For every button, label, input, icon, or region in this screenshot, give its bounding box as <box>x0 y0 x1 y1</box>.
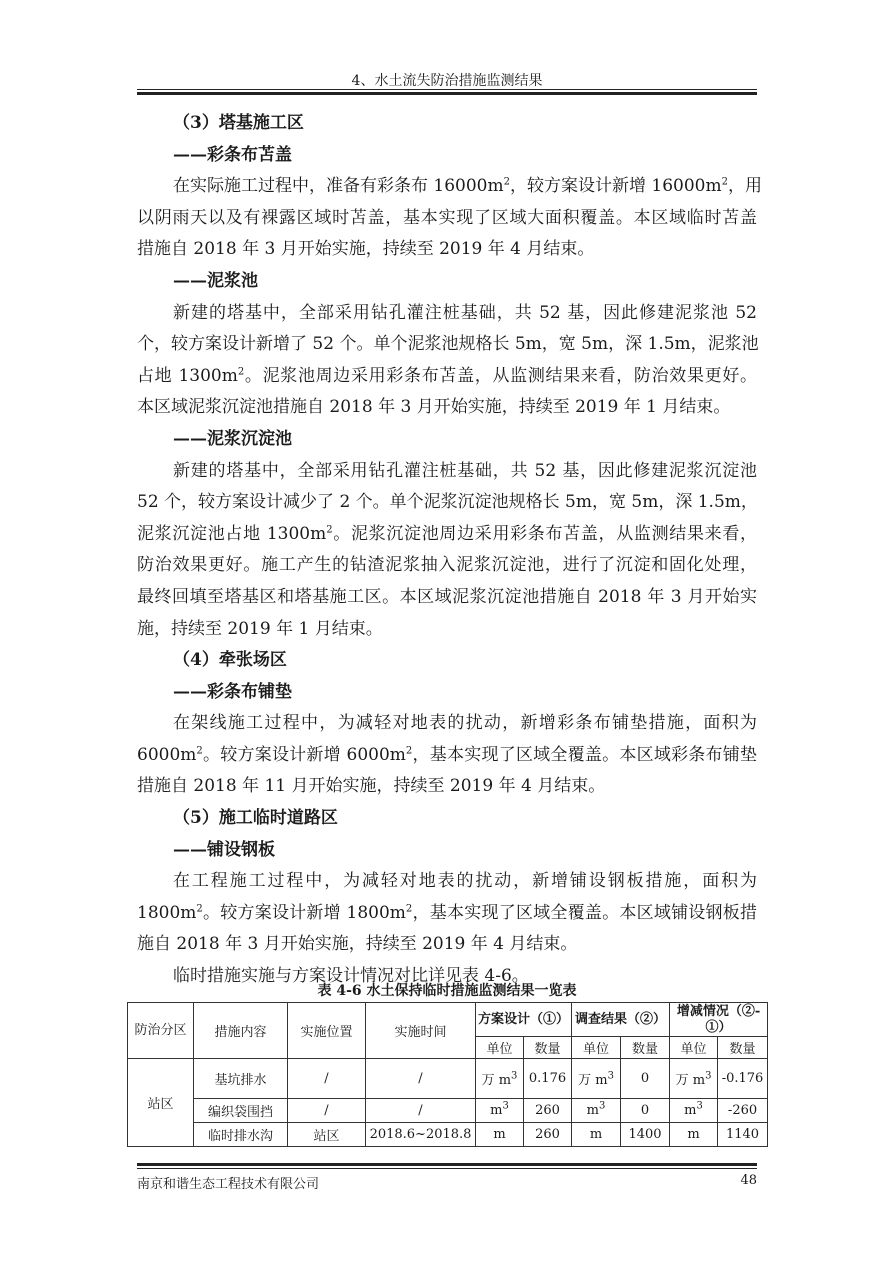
header-time: 实施时间 <box>366 1003 476 1059</box>
change-unit-cell: m <box>670 1123 718 1147</box>
paragraph-line: 新建的塔基中，全部采用钻孔灌注桩基础，共 52 基，因此修建泥浆沉淀池 <box>173 460 757 481</box>
monitoring-table <box>127 1002 768 1147</box>
paragraph-line: 在工程施工过程中，为减轻对地表的扰动，新增铺设钢板措施，面积为 <box>173 871 757 892</box>
header-qty: 数量 <box>524 1037 572 1059</box>
footer-rule-thick <box>137 1163 757 1166</box>
paragraph-line: 防治效果更好。施工产生的钻渣泥浆抽入泥浆沉淀池，进行了沉淀和固化处理， <box>137 555 757 576</box>
design-qty-cell: 260 <box>524 1123 572 1147</box>
subheading-chendian: ——泥浆沉淀池 <box>173 428 292 449</box>
header-unit: 单位 <box>476 1037 524 1059</box>
subheading-gangban: ——铺设钢板 <box>173 839 275 860</box>
paragraph-line: 泥浆沉淀池占地 $1300m^2$。泥浆沉淀池周边采用彩条布苫盖，从监测结果来看， <box>137 523 757 544</box>
section-heading-5: （5）施工临时道路区 <box>173 808 338 829</box>
measure-cell: 基坑排水 <box>194 1059 288 1099</box>
header-design: 方案设计（①） <box>476 1003 572 1037</box>
header-qty: 数量 <box>718 1037 768 1059</box>
measure-cell: 临时排水沟 <box>194 1123 288 1147</box>
change-qty-cell: -0.176 <box>718 1059 768 1099</box>
design-qty-cell: 260 <box>524 1099 572 1123</box>
design-unit-cell: 万 $m^3$ <box>476 1059 524 1099</box>
header-measure: 措施内容 <box>194 1003 288 1059</box>
survey-unit-cell: m <box>572 1123 621 1147</box>
paragraph-line: 个，较方案设计新增了 52 个。单个泥浆池规格长 5m，宽 5m，深 1.5m，泥浆池 <box>137 334 759 355</box>
paragraph-line: 措施自 2018 年 11 月开始实施，持续至 2019 年 4 月结束。 <box>137 776 606 797</box>
paragraph-line: 在实际施工过程中，准备有彩条布 $16000m^2$，较方案设计新增 $16000m^2$，用 <box>173 176 762 197</box>
subheading-pudian: ——彩条布铺垫 <box>173 681 292 702</box>
header-rule-thin <box>137 89 757 90</box>
change-qty-cell: 1140 <box>718 1123 768 1147</box>
header-location: 实施位置 <box>288 1003 366 1059</box>
paragraph-line: 以阴雨天以及有裸露区域时苫盖，基本实现了区域大面积覆盖。本区域临时苫盖 <box>137 207 757 228</box>
paragraph-line: 新建的塔基中，全部采用钻孔灌注桩基础，共 52 基，因此修建泥浆池 52 <box>173 302 757 323</box>
survey-unit-cell: 万 $m^3$ <box>572 1059 621 1099</box>
paragraph-line: 施自 2018 年 3 月开始实施，持续至 2019 年 4 月结束。 <box>137 934 578 955</box>
header-change: 增减情况（②-①） <box>670 1003 768 1037</box>
body-text <box>137 108 762 993</box>
paragraph-line: 施，持续至 2019 年 1 月结束。 <box>137 618 383 639</box>
footer-rule-thin <box>137 1168 757 1169</box>
change-qty-cell: -260 <box>718 1099 768 1123</box>
footer-company: 南京和谐生态工程技术有限公司 <box>137 1177 320 1192</box>
paragraph-line: 在架线施工过程中，为减轻对地表的扰动，新增彩条布铺垫措施，面积为 <box>173 713 757 734</box>
paragraph-line: 最终回填至塔基区和塔基施工区。本区域泥浆沉淀池措施自 2018 年 3 月开始实 <box>137 586 757 607</box>
change-unit-cell: $m^3$ <box>670 1099 718 1123</box>
paragraph-line: 本区域泥浆沉淀池措施自 2018 年 3 月开始实施，持续至 2019 年 1 月结束。 <box>137 397 731 418</box>
table-caption: 表 4-6 水土保持临时措施监测结果一览表 <box>317 983 577 999</box>
survey-qty-cell: 0 <box>621 1099 670 1123</box>
paragraph-line: $1800m^2$。较方案设计新增 $1800m^2$，基本实现了区域全覆盖。本区域铺设钢板措 <box>137 902 758 923</box>
paragraph-line: 措施自 2018 年 3 月开始实施，持续至 2019 年 4 月结束。 <box>137 239 595 260</box>
page-number: 48 <box>740 1173 757 1188</box>
time-cell: / <box>366 1099 476 1123</box>
table-reference-line: 临时措施实施与方案设计情况对比详见表 4-6。 <box>173 966 529 987</box>
location-cell: 站区 <box>288 1123 366 1147</box>
time-cell: / <box>366 1059 476 1099</box>
header-survey: 调查结果（②） <box>572 1003 670 1037</box>
design-unit-cell: $m^3$ <box>476 1099 524 1123</box>
running-header: 4、水土流失防治措施监测结果 <box>351 73 543 89</box>
zone-cell: 站区 <box>128 1059 194 1147</box>
table-row <box>128 1059 768 1099</box>
table-row <box>128 1123 768 1147</box>
section-heading-3: （3）塔基施工区 <box>173 113 304 133</box>
location-cell: / <box>288 1059 366 1099</box>
paragraph-line: 52 个，较方案设计减少了 2 个。单个泥浆沉淀池规格长 5m，宽 5m，深 1.5m， <box>137 492 758 513</box>
paragraph-line: $6000m^2$。较方案设计新增 $6000m^2$，基本实现了区域全覆盖。本区域彩条布铺垫 <box>137 744 758 765</box>
location-cell: / <box>288 1099 366 1123</box>
survey-unit-cell: $m^3$ <box>572 1099 621 1123</box>
header-unit: 单位 <box>572 1037 621 1059</box>
subheading-nijiang: ——泥浆池 <box>173 270 258 291</box>
section-heading-4: （4）牵张场区 <box>173 650 287 671</box>
measure-cell: 编织袋围挡 <box>194 1099 288 1123</box>
survey-qty-cell: 1400 <box>621 1123 670 1147</box>
design-unit-cell: m <box>476 1123 524 1147</box>
header-zone: 防治分区 <box>128 1003 194 1059</box>
header-rule-thick <box>137 92 757 95</box>
time-cell: 2018.6~2018.8 <box>366 1123 476 1147</box>
header-unit: 单位 <box>670 1037 718 1059</box>
change-unit-cell: 万 $m^3$ <box>670 1059 718 1099</box>
paragraph-line: 占地 $1300m^2$。泥浆池周边采用彩条布苫盖，从监测结果来看，防治效果更好。 <box>137 365 757 386</box>
subheading-caitiao: ——彩条布苫盖 <box>173 144 292 165</box>
design-qty-cell: 0.176 <box>524 1059 572 1099</box>
table-row <box>128 1099 768 1123</box>
survey-qty-cell: 0 <box>621 1059 670 1099</box>
header-qty: 数量 <box>621 1037 670 1059</box>
